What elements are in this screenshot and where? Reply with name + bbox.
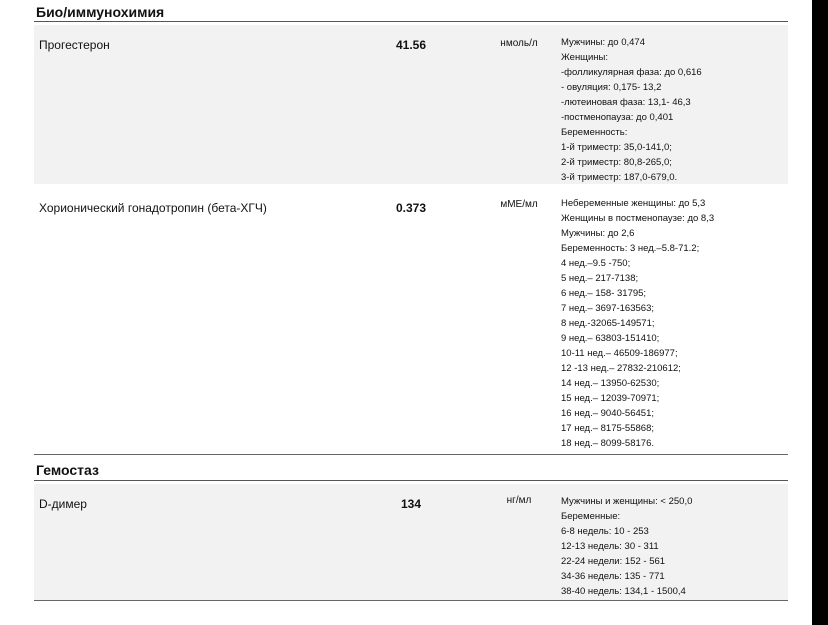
reference-line: 12 -13 нед.– 27832-210612;: [561, 363, 681, 374]
reference-line: 34-36 недель: 135 - 771: [561, 571, 665, 582]
test-result-value: 41.56: [395, 38, 427, 52]
reference-line: 10-11 нед.– 46509-186977;: [561, 348, 678, 359]
reference-line: Женщины в постменопаузе: до 8,3: [561, 213, 715, 224]
reference-line: 18 нед.– 8099-58176.: [561, 438, 654, 449]
reference-line: Небеременные женщины: до 5,3: [561, 198, 706, 209]
reference-line: 12-13 недель: 30 - 311: [561, 541, 659, 552]
reference-line: 9 нед.– 63803-151410;: [561, 333, 660, 344]
test-unit: мМЕ/мл: [500, 199, 538, 210]
reference-line: -постменопауза: до 0,401: [561, 112, 674, 123]
test-result-value: 134: [400, 497, 422, 511]
reference-line: - овуляция: 0,175- 13,2: [561, 82, 662, 93]
reference-range-list: [561, 196, 714, 451]
reference-line: 22-24 недели: 152 - 561: [561, 556, 666, 567]
reference-line: 6 нед.– 158- 31795;: [561, 288, 647, 299]
row-divider: [34, 600, 788, 601]
reference-line: 3-й триместр: 187,0-679,0.: [561, 172, 678, 183]
test-unit: нмоль/л: [500, 38, 538, 49]
test-row-d-dimer: [34, 484, 788, 600]
section-title-hemostasis: Гемостаз: [36, 462, 99, 478]
reference-line: 14 нед.– 13950-62530;: [561, 378, 660, 389]
row-divider: [34, 454, 788, 455]
reference-line: 4 нед.–9.5 -750;: [561, 258, 631, 269]
test-name: Прогестерон: [39, 38, 110, 52]
test-row-progesterone: [34, 25, 788, 184]
reference-line: Беременность: 3 нед.–5.8-71.2;: [561, 243, 700, 254]
reference-line: 2-й триместр: 80,8-265,0;: [561, 157, 672, 168]
reference-line: Мужчины и женщины: < 250,0: [561, 496, 693, 507]
reference-line: Женщины:: [561, 52, 609, 63]
reference-line: Мужчины: до 0,474: [561, 37, 645, 48]
test-name: Хорионический гонадотропин (бета-ХГЧ): [39, 201, 267, 215]
reference-line: 17 нед.– 8175-55868;: [561, 423, 654, 434]
reference-line: Беременность:: [561, 127, 628, 138]
section-divider: [34, 21, 788, 22]
reference-line: 7 нед.– 3697-163563;: [561, 303, 654, 314]
reference-range-list: [561, 494, 692, 599]
reference-line: 5 нед.– 217-7138;: [561, 273, 639, 284]
reference-line: 16 нед.– 9040-56451;: [561, 408, 654, 419]
reference-line: 15 нед.– 12039-70971;: [561, 393, 660, 404]
reference-line: Мужчины: до 2,6: [561, 228, 635, 239]
section-divider: [34, 480, 788, 481]
test-row-hcg: [34, 188, 788, 454]
section-title-biochemistry: Био/иммунохимия: [36, 4, 165, 20]
test-result-value: 0.373: [395, 201, 427, 215]
reference-range-list: [561, 35, 702, 185]
reference-line: 1-й триместр: 35,0-141,0;: [561, 142, 672, 153]
test-name: D-димер: [39, 497, 87, 511]
reference-line: -лютеиновая фаза: 13,1- 46,3: [561, 97, 691, 108]
reference-line: -фолликулярная фаза: до 0,616: [561, 67, 702, 78]
reference-line: Беременные:: [561, 511, 621, 522]
reference-line: 6-8 недель: 10 - 253: [561, 526, 649, 537]
reference-line: 38-40 недель: 134,1 - 1500,4: [561, 586, 686, 597]
test-unit: нг/мл: [506, 495, 532, 506]
reference-line: 8 нед.-32065-149571;: [561, 318, 655, 329]
